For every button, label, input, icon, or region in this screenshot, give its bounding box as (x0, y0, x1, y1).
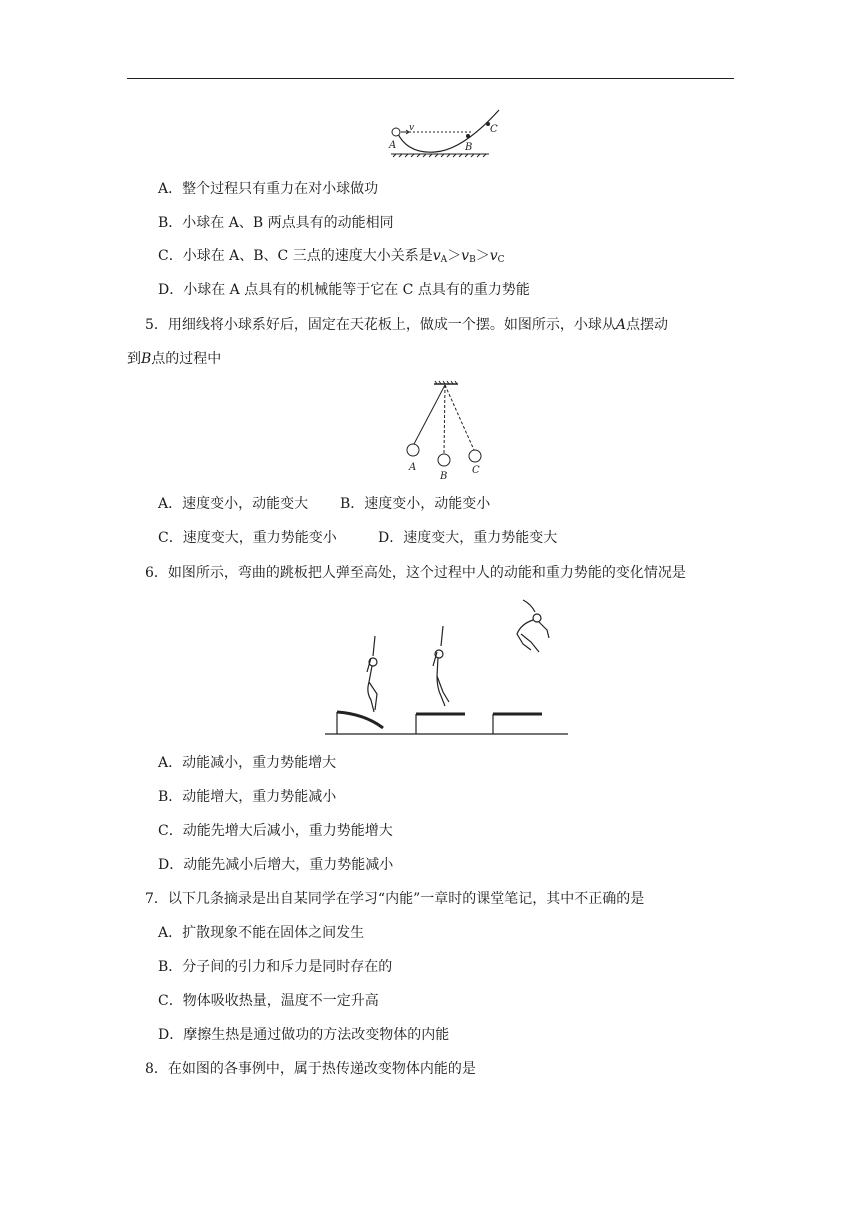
label-v: v (409, 123, 415, 133)
board1-plank (337, 712, 383, 728)
pendulum-figure (400, 380, 490, 480)
q6-stem: 6．如图所示，弯曲的跳板把人弹至高处，这个过程中人的动能和重力势能的变化情况是 (145, 565, 686, 581)
q4-option-d: D．小球在 A 点具有的机械能等于它在 C 点具有的重力势能 (158, 282, 530, 298)
ball-a (407, 444, 419, 456)
q7-option-c: C．物体吸收热量，温度不一定升高 (158, 993, 379, 1009)
label-b: B (440, 471, 448, 480)
q4-option-c: C．小球在 A、B、C 三点的速度大小关系是$v_A>v_B>v_C$ (158, 248, 505, 265)
q7-option-d: D．摩擦生热是通过做功的方法改变物体的内能 (158, 1027, 450, 1043)
q4-option-a: A．整个过程只有重力在对小球做功 (158, 181, 379, 197)
q6-option-d: D．动能先减小后增大，重力势能减小 (158, 857, 394, 873)
q5-option-b: B．速度变小，动能变小 (340, 496, 491, 512)
diving-figure (325, 596, 570, 738)
q6-option-c: C．动能先增大后减小，重力势能增大 (158, 823, 393, 839)
point-b-dot (466, 134, 470, 138)
q5-stem-line2: 到B点的过程中 (127, 351, 222, 367)
diver2 (433, 626, 449, 706)
q5-option-d: D．速度变大，重力势能变大 (378, 530, 558, 546)
label-a: A (389, 140, 397, 151)
q5-option-c: C．速度变大，重力势能变小 (158, 530, 337, 546)
string-c (445, 385, 474, 450)
q8-stem: 8．在如图的各事例中，属于热传递改变物体内能的是 (145, 1061, 476, 1077)
q7-option-b: B．分子间的引力和斥力是同时存在的 (158, 959, 393, 975)
q6-option-a: A．动能减小，重力势能增大 (158, 755, 337, 771)
string-a (414, 385, 445, 444)
label-a: A (409, 462, 417, 473)
track-figure (385, 108, 505, 162)
ball-b (438, 454, 450, 466)
label-c: C (472, 465, 480, 476)
q5-stem-line1: 5．用细线将小球系好后，固定在天花板上，做成一个摆。如图所示，小球从A点摆动 (145, 317, 669, 333)
q4-option-b: B．小球在 A、B 两点具有的动能相同 (158, 215, 394, 231)
diver1 (367, 636, 377, 712)
string-b (444, 385, 445, 454)
q6-option-b: B．动能增大，重力势能减小 (158, 789, 337, 805)
label-c: C (490, 124, 498, 135)
header-rule (127, 78, 734, 79)
q5-option-a: A．速度变小，动能变大 (158, 496, 309, 512)
ball-c (469, 450, 481, 462)
q7-option-a: A．扩散现象不能在固体之间发生 (158, 925, 365, 941)
label-b: B (465, 142, 473, 153)
q7-stem: 7．以下几条摘录是出自某同学在学习“内能”一章时的课堂笔记，其中不正确的是 (145, 891, 645, 907)
diver3 (517, 600, 549, 652)
ball (392, 128, 400, 136)
